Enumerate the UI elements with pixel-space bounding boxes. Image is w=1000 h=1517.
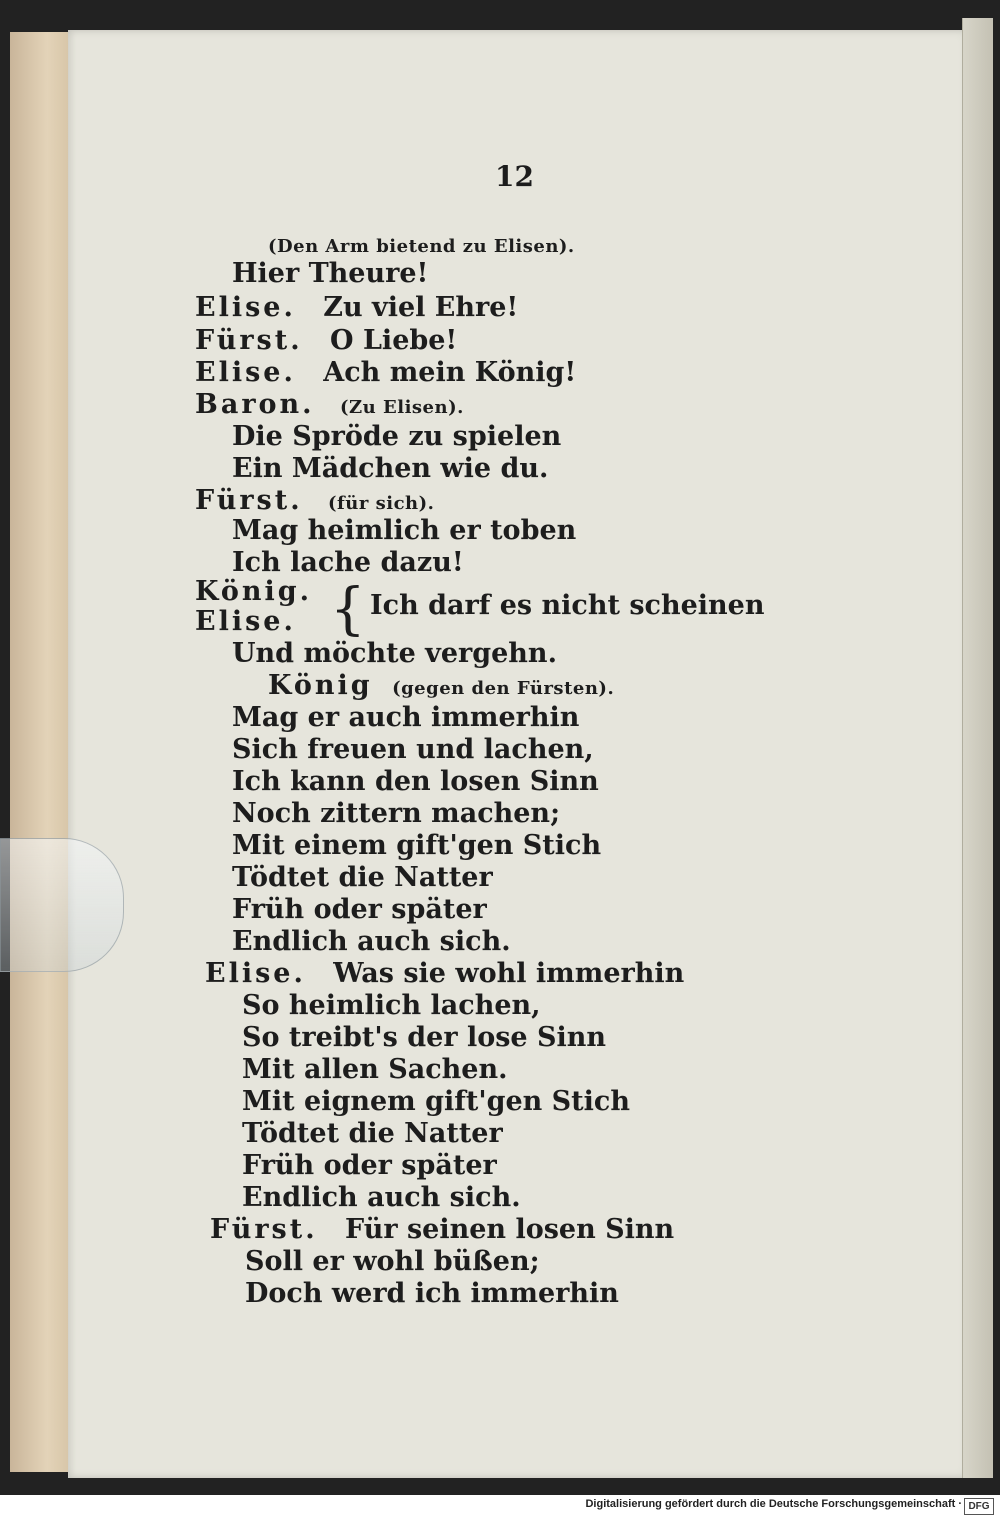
verse-text: Tödtet die Natter [242, 1118, 503, 1149]
page-clip [0, 838, 124, 972]
verse-text: So treibt's der lose Sinn [242, 1022, 606, 1053]
stage-direction: (Den Arm bietend zu Elisen). [268, 236, 575, 257]
text-line [195, 576, 312, 608]
text-line [195, 389, 464, 424]
page-number: 12 [495, 160, 534, 193]
verse-text: Und möchte vergehn. [232, 638, 557, 669]
speaker-name: Elise. [205, 958, 306, 989]
stage-direction: (Zu Elisen). [340, 397, 464, 418]
verse-text: Früh oder später [242, 1150, 497, 1181]
verse-text: Ich darf es nicht scheinen [370, 590, 765, 621]
footer-credit: Digitalisierung gefördert durch die Deutsche Forschungsgemeinschaft · [585, 1498, 962, 1510]
stage-direction: (für sich). [328, 493, 435, 514]
verse-text: Tödtet die Natter [232, 862, 493, 893]
text-line [245, 1246, 540, 1278]
text-line [195, 606, 296, 638]
dfg-logo-icon: DFG [964, 1498, 994, 1515]
speaker-name: Elise. [195, 606, 296, 637]
speaker-name: Fürst. [195, 325, 303, 356]
verse-text: Soll er wohl büßen; [245, 1246, 540, 1277]
text-line [232, 862, 493, 894]
text-line [232, 258, 428, 290]
verse-text: Endlich auch sich. [242, 1182, 521, 1213]
verse-text: O Liebe! [330, 325, 458, 356]
text-line [242, 1022, 606, 1054]
text-line [205, 958, 684, 990]
verse-text: So heimlich lachen, [242, 990, 541, 1021]
text-line [232, 766, 599, 798]
speaker-name: Fürst. [210, 1214, 318, 1245]
verse-text: Sich freuen und lachen, [232, 734, 594, 765]
text-line [232, 798, 560, 830]
speaker-name: König. [195, 576, 313, 607]
brace-symbol: { [330, 577, 366, 642]
footer-bar [0, 1495, 1000, 1517]
text-line [232, 734, 594, 766]
speaker-name: Fürst. [195, 485, 303, 516]
verse-text: Mit einem gift'gen Stich [232, 830, 602, 861]
verse-text: Ich kann den losen Sinn [232, 766, 599, 797]
verse-text: Mag heimlich er toben [232, 515, 577, 546]
text-line [195, 292, 518, 324]
verse-text: Ein Mädchen wie du. [232, 453, 549, 484]
verse-text: Mit allen Sachen. [242, 1054, 508, 1085]
book-cover-edge [10, 32, 73, 1472]
verse-text: Endlich auch sich. [232, 926, 511, 957]
text-line [195, 325, 457, 357]
speaker-name: Elise. [195, 292, 296, 323]
text-line [232, 702, 579, 734]
stage-direction: (gegen den Fürsten). [392, 678, 615, 699]
verse-text: Für seinen losen Sinn [345, 1214, 675, 1245]
text-line [232, 638, 557, 670]
text-line [242, 1150, 497, 1182]
verse-text: Hier Theure! [232, 258, 429, 289]
text-line [370, 590, 764, 622]
text-line [242, 1182, 521, 1214]
speaker-name: König [268, 670, 373, 701]
text-line [232, 515, 576, 547]
text-line [210, 1214, 674, 1246]
text-line [242, 1054, 508, 1086]
text-line [232, 453, 548, 485]
text-line [242, 1086, 630, 1118]
verse-text: Mit eignem gift'gen Stich [242, 1086, 630, 1117]
text-line [232, 547, 464, 579]
text-line [242, 990, 541, 1022]
text-line [268, 670, 614, 705]
speaker-name: Baron. [195, 389, 315, 420]
text-line [232, 421, 561, 453]
book-page-edge [962, 18, 993, 1478]
speaker-name: Elise. [195, 357, 296, 388]
text-line [232, 894, 487, 926]
verse-text: Was sie wohl immerhin [333, 958, 685, 989]
text-line [245, 1278, 619, 1310]
text-line [195, 357, 576, 389]
verse-text: Ich lache dazu! [232, 547, 464, 578]
text-line [242, 1118, 503, 1150]
text-line [232, 830, 601, 862]
verse-text: Noch zittern machen; [232, 798, 561, 829]
verse-text: Zu viel Ehre! [323, 292, 519, 323]
verse-text: Mag er auch immerhin [232, 702, 580, 733]
verse-text: Die Spröde zu spielen [232, 421, 562, 452]
verse-text: Früh oder später [232, 894, 487, 925]
text-line [232, 926, 511, 958]
verse-text: Doch werd ich immerhin [245, 1278, 619, 1309]
verse-text: Ach mein König! [323, 357, 577, 388]
